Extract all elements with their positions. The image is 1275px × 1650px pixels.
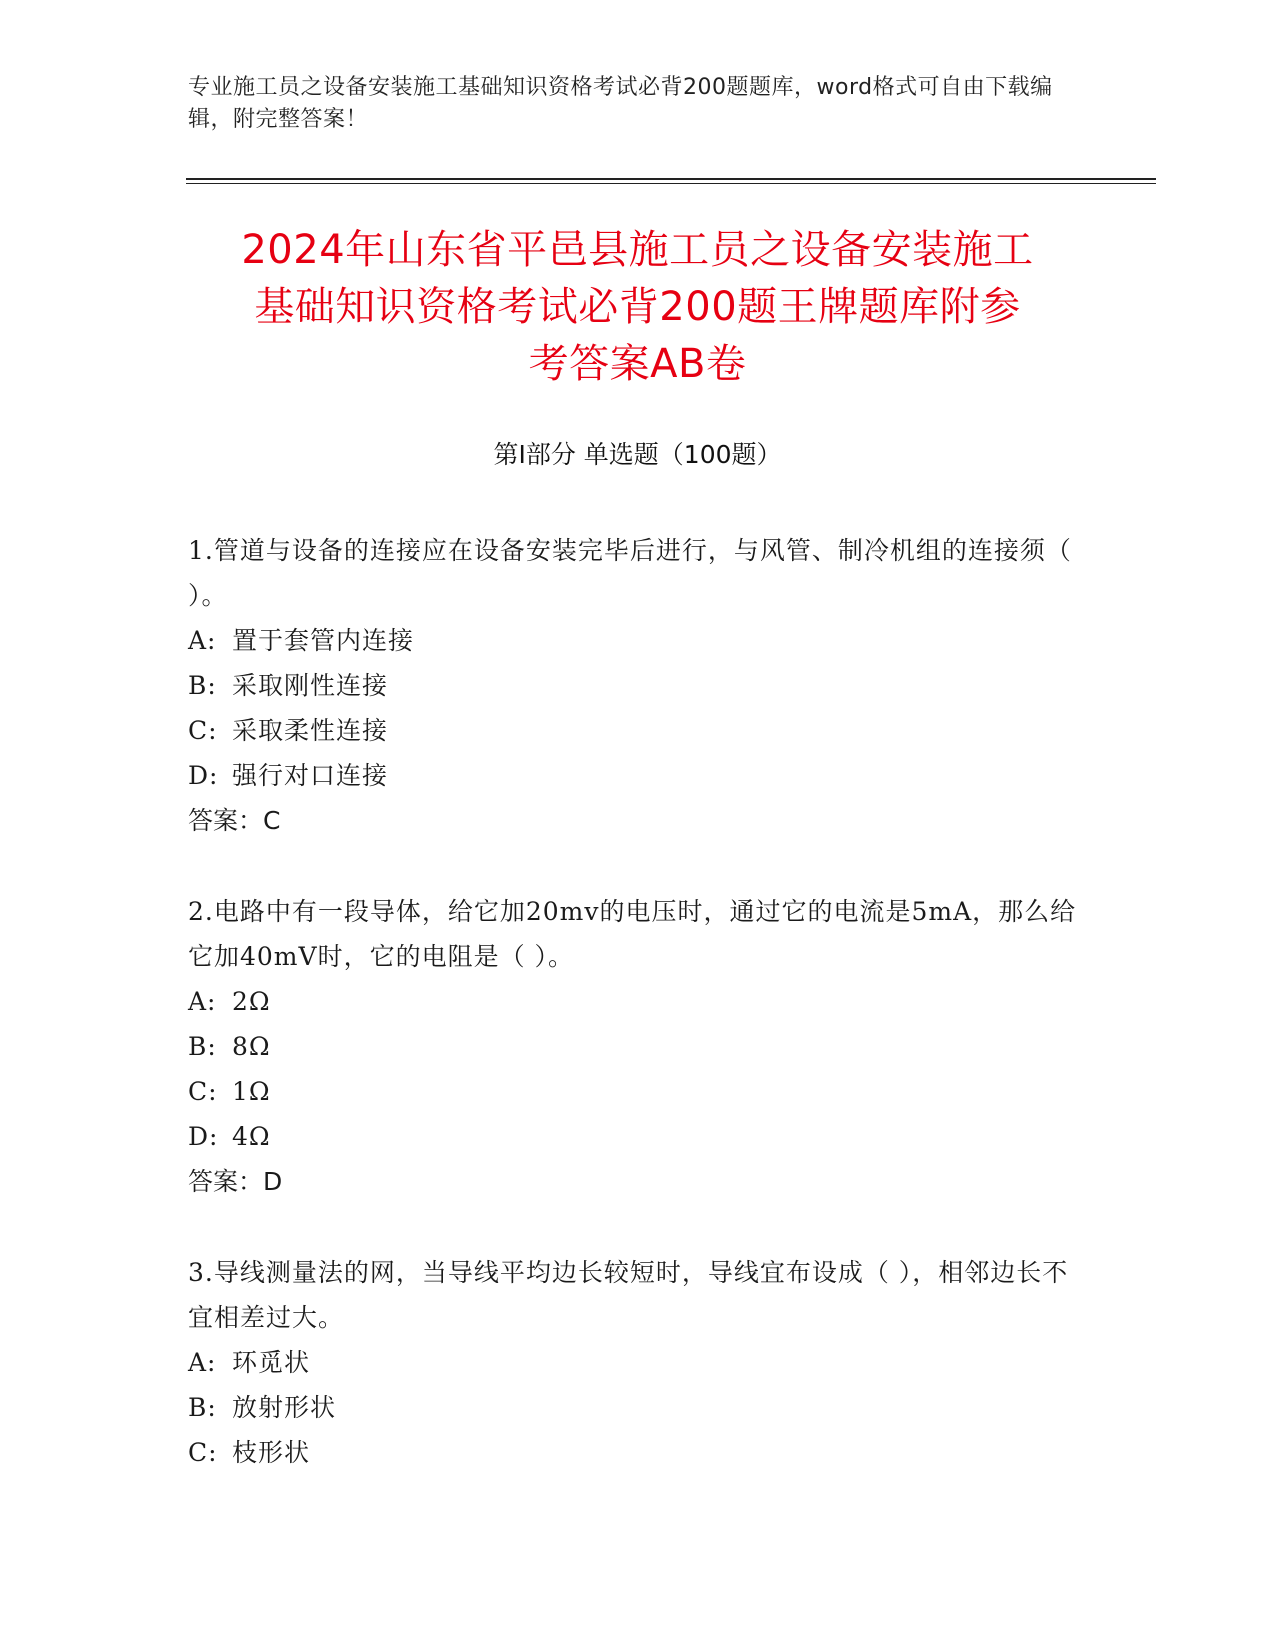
option-text: 采取柔性连接 xyxy=(232,716,389,745)
option-label: C: xyxy=(188,1077,218,1106)
option-text: 环觅状 xyxy=(232,1348,311,1377)
option-label: C: xyxy=(188,716,218,745)
title-line-1: 2024年山东省平邑县施工员之设备安装施工 xyxy=(241,227,1034,273)
option-a xyxy=(188,1340,1078,1385)
option-label: B: xyxy=(188,671,217,700)
question-stem: 2.电路中有一段导体，给它加20mv的电压时，通过它的电流是5mA，那么给它加40mV时，它的电阻是（ ）。 xyxy=(188,897,1077,971)
question-1 xyxy=(188,528,1078,843)
question-list xyxy=(188,528,1078,1521)
header-divider-thin xyxy=(186,183,1156,184)
option-a xyxy=(188,618,1078,663)
option-label: A: xyxy=(188,987,217,1016)
question-stem: 3.导线测量法的网，当导线平均边长较短时，导线宜布设成（ ），相邻边长不宜相差过大。 xyxy=(188,1258,1069,1332)
option-label: A: xyxy=(188,626,217,655)
title-line-2: 基础知识资格考试必背200题王牌题库附参 xyxy=(254,284,1021,330)
option-label: A: xyxy=(188,1348,217,1377)
option-label: D: xyxy=(188,761,219,790)
option-text: 强行对口连接 xyxy=(232,761,389,790)
question-stem: 1.管道与设备的连接应在设备安装完毕后进行，与风管、制冷机组的连接须（ ）。 xyxy=(188,536,1072,610)
document-title xyxy=(130,222,1145,393)
title-line-3: 考答案AB卷 xyxy=(528,341,747,387)
question-3 xyxy=(188,1250,1078,1475)
header-divider-thick xyxy=(186,178,1156,180)
option-b xyxy=(188,663,1078,708)
option-label: C: xyxy=(188,1438,218,1467)
option-text: 8Ω xyxy=(232,1032,271,1061)
option-d xyxy=(188,753,1078,798)
option-text: 采取刚性连接 xyxy=(232,671,389,700)
option-text: 置于套管内连接 xyxy=(232,626,415,655)
option-label: B: xyxy=(188,1032,217,1061)
question-2 xyxy=(188,889,1078,1204)
option-d xyxy=(188,1114,1078,1159)
option-c xyxy=(188,1069,1078,1114)
option-c xyxy=(188,708,1078,753)
answer-line: 答案：C xyxy=(188,806,281,835)
option-text: 放射形状 xyxy=(232,1393,337,1422)
option-text: 4Ω xyxy=(232,1122,271,1151)
answer-line: 答案：D xyxy=(188,1167,283,1196)
header-note: 专业施工员之设备安装施工基础知识资格考试必背200题题库，word格式可自由下载编辑，附完整答案！ xyxy=(188,75,1053,132)
option-c xyxy=(188,1430,1078,1475)
option-a xyxy=(188,979,1078,1024)
option-b xyxy=(188,1024,1078,1069)
option-text: 1Ω xyxy=(232,1077,271,1106)
option-text: 枝形状 xyxy=(232,1438,311,1467)
section-title: 第I部分 单选题（100题） xyxy=(493,440,782,469)
option-label: D: xyxy=(188,1122,219,1151)
option-b xyxy=(188,1385,1078,1430)
option-label: B: xyxy=(188,1393,217,1422)
option-text: 2Ω xyxy=(232,987,271,1016)
